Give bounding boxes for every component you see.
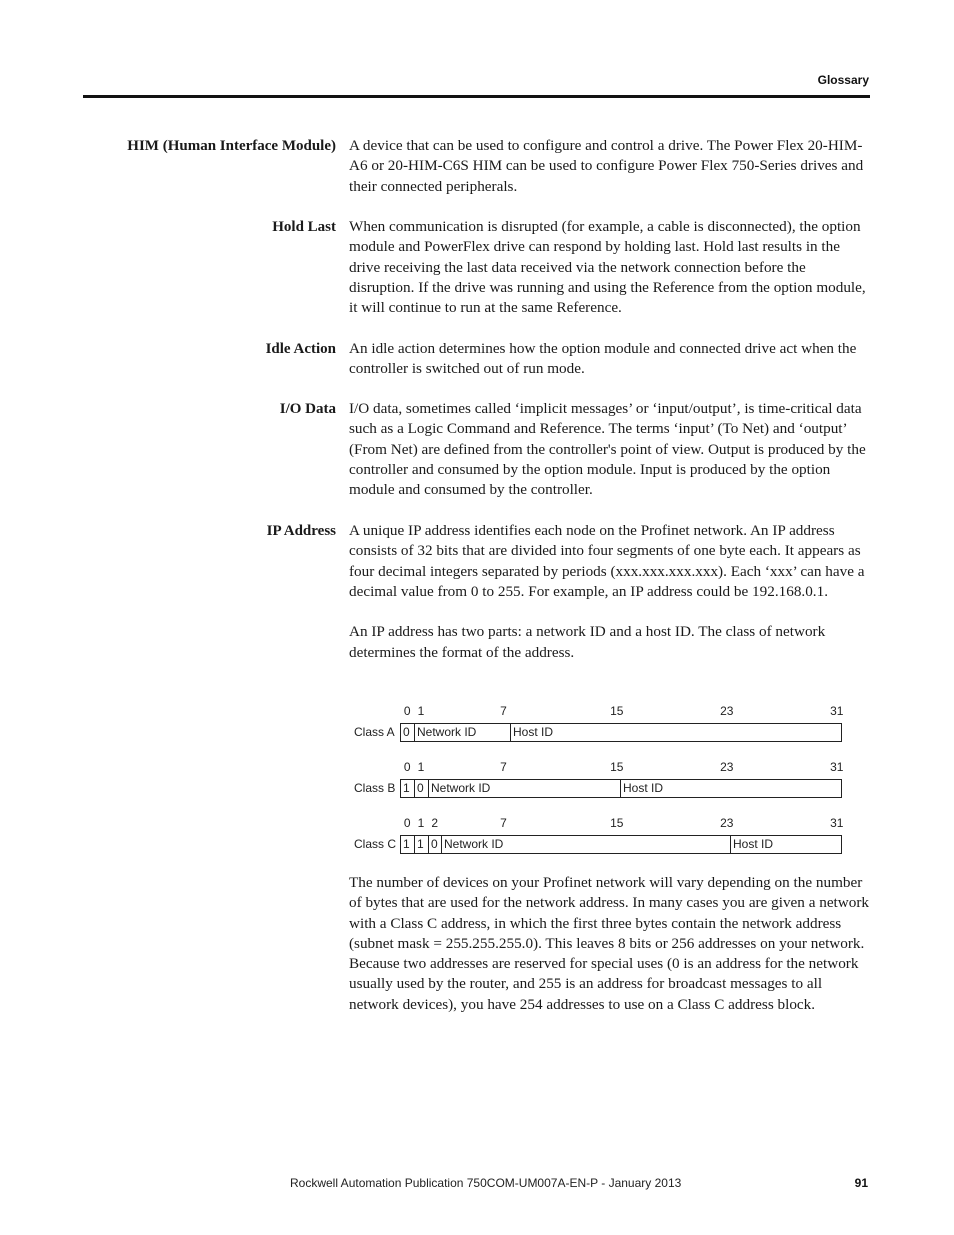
glossary-term: I/O Data — [279, 401, 336, 417]
ip-bit-field-box — [400, 835, 842, 854]
glossary-term: Hold Last — [272, 219, 336, 235]
bit-number-label: 7 — [500, 760, 507, 774]
bit-number-label: 23 — [720, 760, 734, 774]
ip-class-label: Class B — [354, 781, 396, 795]
ip-class-row — [349, 816, 849, 856]
bit-number-label: 7 — [500, 816, 507, 830]
definition-paragraph: A unique IP address identifies each node on the Profinet network. An IP address consists of 32 bits that are divided into four segments of one byte each. It appears as four decimal integers separated by periods (xxx.xxx.xxx.xxx). Each ‘xxx’ can have a decimal value from 0 to 255. For example, an IP address could be 192.168.0.1. — [349, 522, 865, 600]
bit-number-label: 31 — [830, 704, 844, 718]
bit-number-label: 15 — [610, 704, 624, 718]
glossary-definition — [349, 873, 870, 1015]
bit-number-label: 2 — [431, 816, 439, 830]
header-rule — [83, 95, 870, 98]
bit-number-label: 0 — [403, 816, 411, 830]
glossary-term: HIM (Human Interface Module) — [127, 138, 336, 154]
bit-field-cell: 0 — [429, 836, 442, 853]
page-number: 91 — [854, 1176, 868, 1190]
bit-field-cell: 1 — [401, 836, 415, 853]
ip-class-row — [349, 760, 849, 800]
bit-number-label: 31 — [830, 816, 844, 830]
footer-publication: Rockwell Automation Publication 750COM-UM007A-EN-P - January 2013 — [290, 1176, 682, 1190]
definition-paragraph: I/O data, sometimes called ‘implicit messages’ or ‘input/output’, is time-critical data such as a Logic Command and Reference. The terms ‘input’ (To Net) and ‘output’ (From Net) are defined from the controller's point of view. Output is produced by the controller and consumed by the option module. Input is produced by the option module and consumed by the controller. — [349, 400, 866, 499]
ip-class-diagram — [349, 704, 849, 860]
bit-number-label: 15 — [610, 816, 624, 830]
bit-field-cell: Network ID — [429, 780, 621, 797]
bit-number-label: 7 — [500, 704, 507, 718]
glossary-definition — [349, 136, 870, 197]
bit-field-cell: Host ID — [733, 837, 774, 851]
glossary-definition — [349, 339, 870, 380]
ip-class-label: Class A — [354, 725, 395, 739]
definition-paragraph: The number of devices on your Profinet network will vary depending on the number of bytes that are used for the network address. In many cases you are given a network with a Class C address, in which the first three bytes contain the network address (subnet mask = 255.255.255.0). This leaves 8 bits or 256 addresses on your network. Because two addresses are reserved for special uses (0 is an address for the network usually used by the router, and 255 is an address for broadcast messages to all network devices), you have 254 addresses to use on a Class C address block. — [349, 874, 869, 1013]
bit-field-cell: Host ID — [513, 725, 554, 739]
ip-class-label: Class C — [354, 837, 397, 851]
glossary-term: Idle Action — [265, 341, 336, 357]
bit-field-cell: 1 — [415, 836, 429, 853]
bit-number-label: 0 — [403, 760, 411, 774]
glossary-definition — [349, 399, 870, 500]
glossary-definition — [349, 217, 870, 318]
bit-field-cell: Network ID — [442, 836, 731, 853]
definition-paragraph: When communication is disrupted (for example, a cable is disconnected), the option module and PowerFlex drive can respond by holding last. Hold last results in the drive receiving the last data received via the network connection before the disruption. If the drive was running and using the Reference from the option module, it will continue to run at the same Reference. — [349, 218, 866, 317]
ip-bit-field-box — [400, 779, 842, 798]
bit-number-label: 23 — [720, 816, 734, 830]
bit-field-cell: 0 — [401, 724, 415, 741]
running-header-title: Glossary — [817, 73, 869, 87]
glossary-definition — [349, 521, 870, 663]
bit-field-cell: 0 — [415, 780, 429, 797]
glossary-term: IP Address — [266, 523, 336, 539]
bit-number-label: 1 — [417, 704, 425, 718]
bit-number-label: 31 — [830, 760, 844, 774]
definition-paragraph: An idle action determines how the option module and connected drive act when the controller is switched out of run mode. — [349, 340, 857, 378]
bit-number-label: 23 — [720, 704, 734, 718]
bit-field-cell: Network ID — [415, 724, 511, 741]
bit-number-label: 15 — [610, 760, 624, 774]
bit-field-cell: Host ID — [623, 781, 664, 795]
bit-field-cell: 1 — [401, 780, 415, 797]
bit-number-label: 1 — [417, 816, 425, 830]
ip-bit-field-box — [400, 723, 842, 742]
ip-class-row — [349, 704, 849, 744]
bit-number-label: 0 — [403, 704, 411, 718]
definition-paragraph: An IP address has two parts: a network ID and a host ID. The class of network determines the format of the address. — [349, 623, 826, 661]
bit-number-label: 1 — [417, 760, 425, 774]
definition-paragraph: A device that can be used to configure and control a drive. The Power Flex 20-HIM-A6 or 20-HIM-C6S HIM can be used to configure Power Flex 750-Series drives and their connected peripherals. — [349, 137, 864, 195]
